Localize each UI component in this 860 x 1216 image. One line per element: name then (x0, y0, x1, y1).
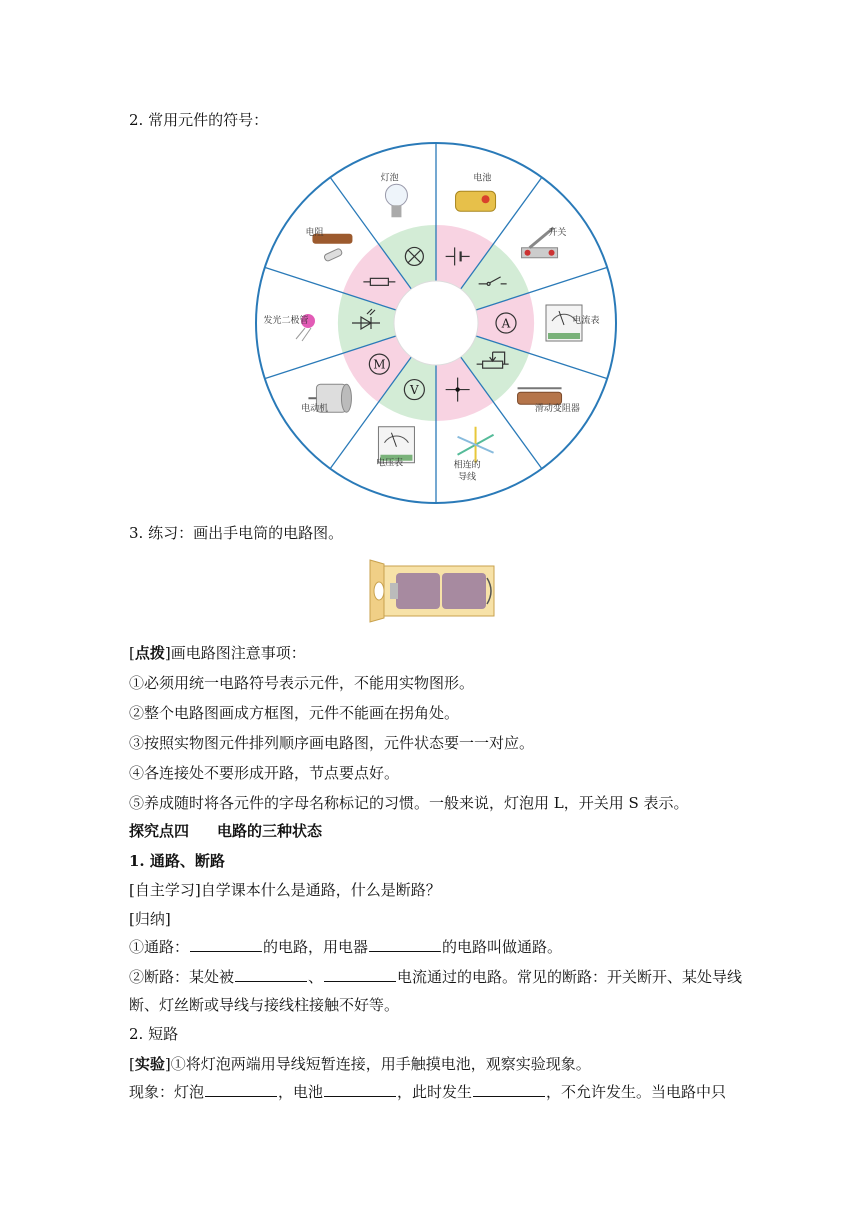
label-led: 发光二极管 (263, 316, 309, 326)
picture-battery (456, 191, 496, 211)
blank[interactable] (473, 1082, 545, 1097)
label-motor: 电动机 (301, 404, 329, 415)
tip-heading: [点拨]画电路图注意事项： (129, 644, 306, 662)
tip-item-5: ⑤养成随时将各元件的字母名称标记的习惯。一般来说，灯泡用 L，开关用 S 表示。 (129, 794, 689, 812)
tip-item-4: ④各连接处不要形成开路，节点要点好。 (129, 764, 400, 782)
phenomenon-line: 现象：灯泡 ，电池 ，此时发生 ，不允许发生。当电路中只 (129, 1083, 727, 1101)
svg-text:A: A (501, 316, 511, 331)
wheel-center (394, 281, 478, 365)
explore4-subtitle: 电路的三种状态 (217, 822, 323, 840)
blank[interactable] (324, 1082, 396, 1097)
label-connected: 相连的导线 (453, 460, 481, 483)
explore4-sub1: 1. 通路、断路 (129, 852, 225, 870)
blank[interactable] (235, 967, 307, 982)
label-lamp: 灯泡 (380, 173, 399, 184)
tip-tag: 点拨 (134, 644, 165, 662)
label-voltmeter: 电压表 (376, 458, 404, 469)
explore4-title: 探究点四 (129, 822, 190, 840)
experiment-tag: 实验 (134, 1055, 165, 1073)
explore4-sub2: 2. 短路 (129, 1025, 179, 1043)
tip-title: 画电路图注意事项： (170, 644, 306, 662)
label-rheostat: 滑动变阻器 (534, 404, 580, 415)
picture-voltmeter (378, 427, 414, 463)
label-resistor: 电阻 (305, 227, 324, 238)
blank[interactable] (369, 937, 441, 952)
self-study-line: [自主学习]自学课本什么是通路，什么是断路？ (129, 881, 441, 899)
section2-heading: 2. 常用元件的符号： (129, 111, 269, 129)
open-circuit-line: ①通路： 的电路，用电器 的电路叫做通路。 (129, 938, 563, 956)
blank[interactable] (324, 967, 396, 982)
blank[interactable] (205, 1082, 277, 1097)
explore4-heading (129, 821, 322, 841)
flashlight-image (366, 556, 498, 626)
label-ammeter: 电流表 (572, 316, 600, 326)
experiment-line: [实验]①将灯泡两端用导线短暂连接，用手触摸电池，观察实验现象。 (129, 1055, 591, 1073)
label-battery: 电池 (473, 173, 492, 184)
svg-text:M: M (373, 357, 386, 372)
blank[interactable] (190, 937, 262, 952)
tip-item-1: ①必须用统一电路符号表示元件，不能用实物图形。 (129, 674, 475, 692)
summary-tag: [归纳] (129, 910, 171, 928)
label-switch: 开关 (548, 227, 567, 238)
svg-text:V: V (410, 383, 419, 398)
component-symbol-wheel (253, 137, 619, 510)
section3-heading: 3. 练习：画出手电筒的电路图。 (129, 524, 344, 542)
tip-item-3: ③按照实物图元件排列顺序画电路图，元件状态要一一对应。 (129, 734, 535, 752)
break-circuit-line-2: 断、灯丝断或导线与接线柱接触不好等。 (129, 996, 400, 1014)
tip-item-2: ②整个电路图画成方框图，元件不能画在拐角处。 (129, 704, 460, 722)
break-circuit-line: ②断路：某处被 、 电流通过的电路。常见的断路：开关断开、某处导线 (129, 968, 743, 986)
